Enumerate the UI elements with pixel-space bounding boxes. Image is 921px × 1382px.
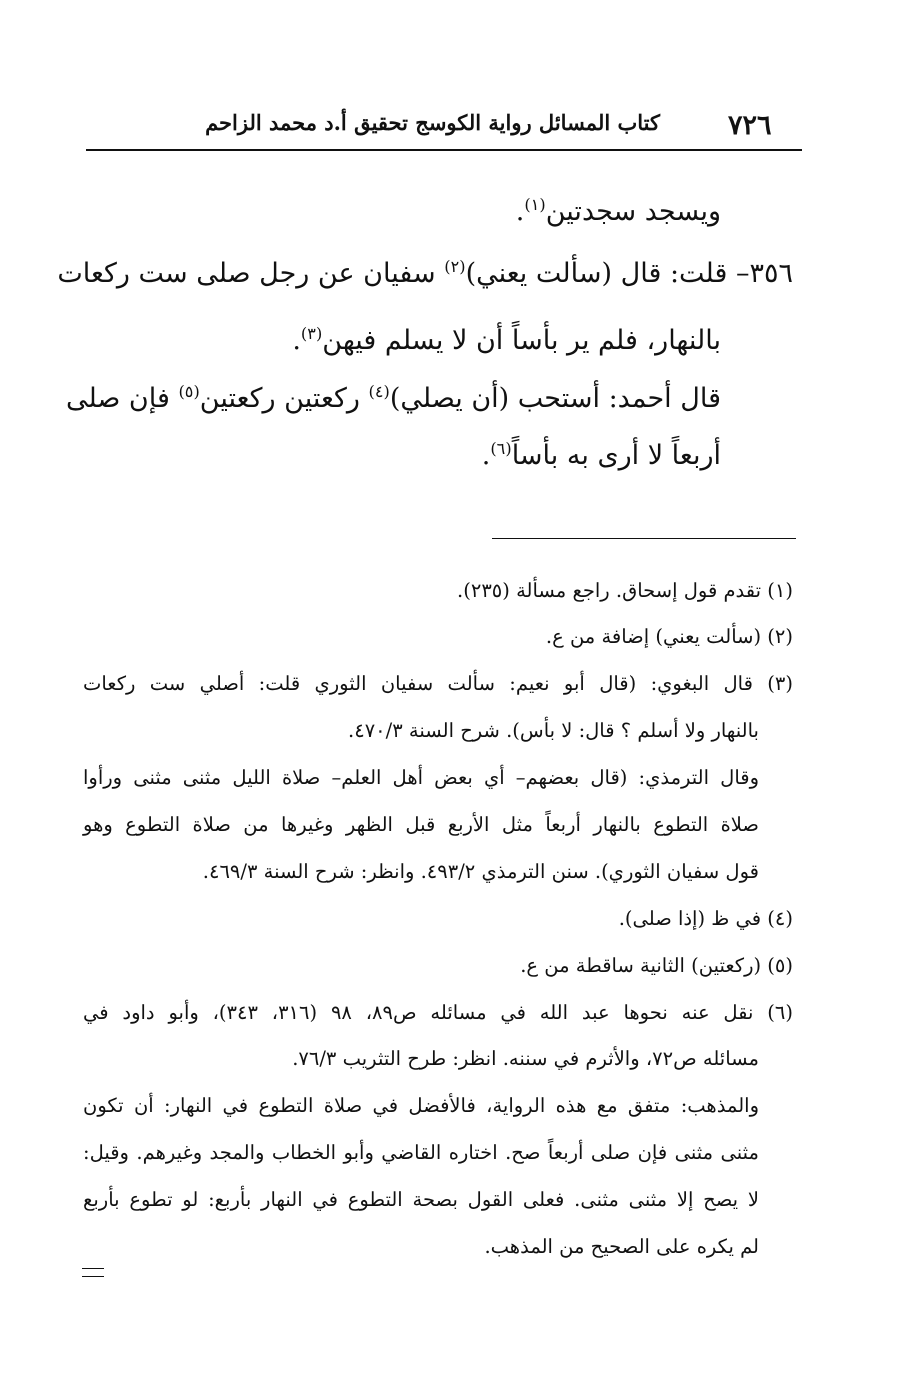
question-356-line-1: ٣٥٦– قلت: قال (سألت يعني)$^{(٢)}$ سفيان عن رجل صلى ست ركعات bbox=[57, 257, 793, 289]
footnote-4: (٤) في ظ (إذا صلى). bbox=[618, 907, 793, 930]
answer-line-1: قال أحمد: أستحب (أن يصلي)$^{(٤)}$ ركعتين ركعتين$^{(٥)}$ فإن صلى bbox=[65, 382, 721, 414]
footnote-3-line-2: بالنهار ولا أسلم ؟ قال: لا بأس). شرح السنة ٤٧٠/٣. bbox=[348, 719, 759, 742]
footnote-6-line-3: والمذهب: متفق مع هذه الرواية، فالأفضل في صلاة التطوع في النهار: أن تكون bbox=[83, 1094, 759, 1117]
continuation-mark bbox=[82, 1268, 104, 1277]
footnote-ref-5: (٥) bbox=[178, 382, 200, 401]
footnote-6-line-1: (٦) نقل عنه نحوها عبد الله في مسائله ص٨٩، ٩٨ (٣١٦، ٣٤٣)، وأبو داود في bbox=[83, 1001, 794, 1024]
footnote-ref-4: (٤) bbox=[368, 382, 390, 401]
footnote-3-line-3: وقال الترمذي: (قال بعضهم– أي بعض أهل العلم– صلاة الليل مثنى مثنى ورأوا bbox=[83, 766, 759, 789]
footnote-3-line-1: (٣) قال البغوي: (قال أبو نعيم: سألت سفيان الثوري قلت: أصلي ست ركعات bbox=[83, 672, 793, 695]
footnote-ref-6: (٦) bbox=[490, 439, 512, 458]
footnote-6-line-4: مثنى مثنى فإن صلى أربعاً صح. اختاره القاضي وأبو الخطاب والمجد وغيرهم. وقيل: bbox=[83, 1141, 759, 1164]
footnote-2: (٢) (سألت يعني) إضافة من ع. bbox=[545, 625, 793, 648]
footnote-ref-3: (٣) bbox=[300, 324, 323, 343]
page-number: ٧٢٦ bbox=[728, 110, 772, 141]
footnote-ref-1: (١) bbox=[524, 195, 546, 214]
footnote-6-line-5: لا يصح إلا مثنى مثنى. فعلى القول بصحة التطوع في النهار بأربع: لو تطوع بأربع bbox=[83, 1188, 759, 1211]
footnote-ref-2: (٢) bbox=[444, 257, 466, 276]
footnote-6-line-6: لم يكره على الصحيح من المذهب. bbox=[484, 1235, 759, 1258]
header-rule bbox=[86, 149, 802, 151]
question-356-line-2: بالنهار، فلم ير بأساً أن لا يسلم فيهن$^{(٣)}$. bbox=[292, 324, 721, 356]
footnote-5: (٥) (ركعتين) الثانية ساقطة من ع. bbox=[520, 954, 793, 977]
body-line-1: ويسجد سجدتين$^{(١)}$. bbox=[515, 195, 721, 227]
running-title: كتاب المسائل رواية الكوسج تحقيق أ.د محمد الزاحم bbox=[205, 110, 660, 135]
answer-line-2: أربعاً لا أرى به بأساً$^{(٦)}$. bbox=[481, 439, 721, 471]
question-number: ٣٥٦– bbox=[735, 258, 793, 289]
footnote-separator bbox=[492, 538, 796, 539]
footnote-3-line-5: قول سفيان الثوري). سنن الترمذي ٤٩٣/٢. وانظر: شرح السنة ٤٦٩/٣. bbox=[202, 860, 759, 883]
footnote-6-line-2: مسائله ص٧٢، والأثرم في سننه. انظر: طرح التثريب ٧٦/٣. bbox=[292, 1047, 759, 1070]
footnote-3-line-4: صلاة التطوع بالنهار أربعاً مثل الأربع قبل الظهر وغيرها من صلاة التطوع وهو bbox=[83, 813, 759, 836]
footnote-1: (١) تقدم قول إسحاق. راجع مسألة (٢٣٥). bbox=[457, 579, 793, 602]
